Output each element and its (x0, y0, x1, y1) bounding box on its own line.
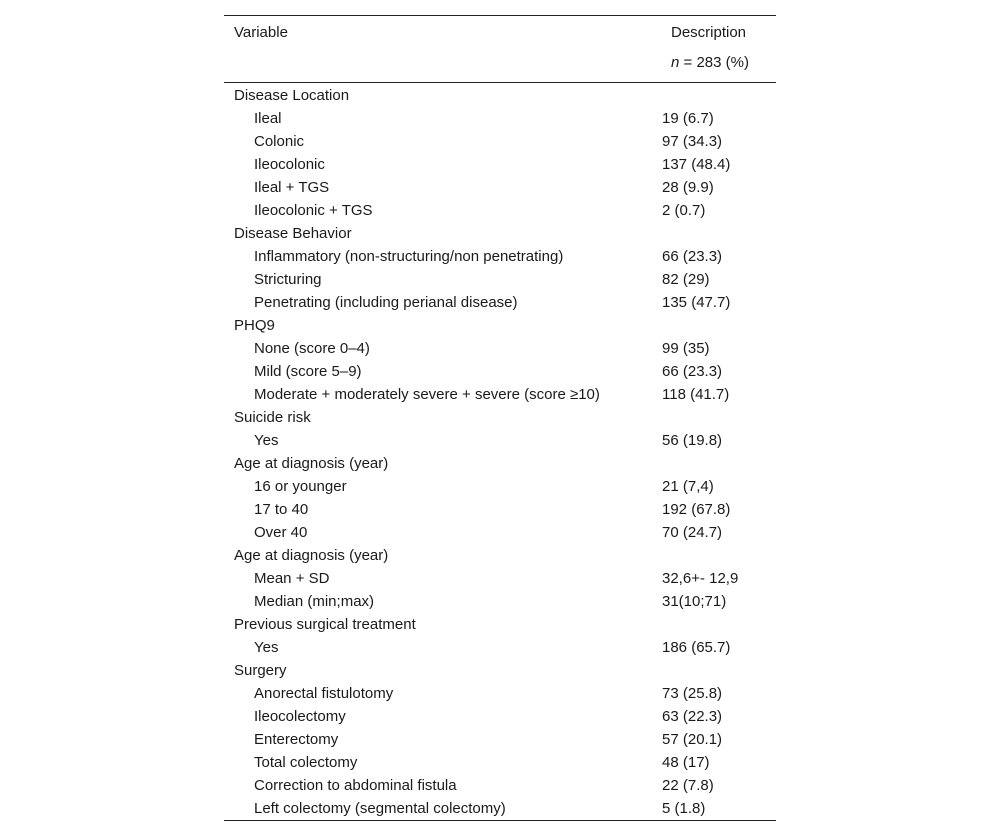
row-label: Total colectomy (254, 754, 358, 771)
row-label: Anorectal fistulotomy (254, 685, 394, 702)
group-value-empty (662, 406, 776, 429)
row-label: Yes (254, 432, 279, 449)
table-row (224, 636, 776, 659)
row-value: 2 (0.7) (662, 202, 706, 219)
table-row (224, 337, 776, 360)
row-label: Enterectomy (254, 731, 339, 748)
group-label: Surgery (234, 662, 287, 679)
row-value: 73 (25.8) (662, 685, 723, 702)
row-value: 19 (6.7) (662, 110, 714, 127)
group-label: Previous surgical treatment (234, 616, 416, 633)
table-row (224, 590, 776, 613)
row-value: 31(10;71) (662, 593, 727, 610)
row-label: Ileocolonic (254, 156, 325, 173)
row-label: Mild (score 5–9) (254, 363, 362, 380)
sample-size-header (662, 47, 776, 83)
group-value-empty (662, 544, 776, 567)
header-spacer (224, 47, 662, 83)
group-row (224, 659, 776, 682)
group-label: Suicide risk (234, 409, 311, 426)
row-value: 137 (48.4) (662, 156, 731, 173)
group-value-empty (662, 83, 776, 108)
row-label: 16 or younger (254, 478, 347, 495)
row-value: 48 (17) (662, 754, 710, 771)
row-label: Stricturing (254, 271, 322, 288)
group-value-empty (662, 659, 776, 682)
row-label: None (score 0–4) (254, 340, 370, 357)
table-row (224, 199, 776, 222)
table-row (224, 774, 776, 797)
row-value: 70 (24.7) (662, 524, 723, 541)
row-value: 63 (22.3) (662, 708, 723, 725)
table-row (224, 130, 776, 153)
row-value: 97 (34.3) (662, 133, 723, 150)
row-label: Mean + SD (254, 570, 330, 587)
group-row (224, 613, 776, 636)
group-label: PHQ9 (234, 317, 275, 334)
row-label: Moderate + moderately severe + severe (score ≥10) (254, 386, 600, 403)
table-row (224, 705, 776, 728)
row-value: 118 (41.7) (662, 386, 730, 403)
row-value: 56 (19.8) (662, 432, 723, 449)
row-value: 192 (67.8) (662, 501, 731, 518)
row-label: Ileocolonic + TGS (254, 202, 373, 219)
description-column-header (662, 16, 776, 48)
variable-column-header: Variable (224, 16, 662, 48)
row-label: Inflammatory (non-structuring/non penetrating) (254, 248, 564, 265)
table-row (224, 176, 776, 199)
sample-size-text (662, 54, 776, 71)
table-row (224, 360, 776, 383)
table-row (224, 475, 776, 498)
row-value: 186 (65.7) (662, 639, 731, 656)
table-row (224, 107, 776, 130)
table-body (224, 83, 776, 821)
row-label: Over 40 (254, 524, 308, 541)
table-row (224, 383, 776, 406)
row-label: Penetrating (including perianal disease) (254, 294, 518, 311)
table-header (224, 16, 776, 83)
group-value-empty (662, 613, 776, 636)
row-label: Left colectomy (segmental colectomy) (224, 797, 662, 821)
row-label: Median (min;max) (254, 593, 375, 610)
group-row (224, 222, 776, 245)
table-row (224, 498, 776, 521)
group-value-empty (662, 222, 776, 245)
header-row-top (224, 16, 776, 48)
table-row (224, 268, 776, 291)
patient-characteristics-table (224, 15, 776, 821)
row-value: 66 (23.3) (662, 248, 723, 265)
data-table-container (224, 15, 776, 821)
row-value: 135 (47.7) (662, 294, 731, 311)
description-header-text: Description (671, 24, 747, 41)
group-row (224, 406, 776, 429)
group-row (224, 452, 776, 475)
table-row (224, 797, 776, 821)
group-row (224, 544, 776, 567)
n-value: = 283 (%) (679, 54, 749, 71)
group-value-empty (662, 314, 776, 337)
table-row (224, 682, 776, 705)
row-label: Colonic (254, 133, 305, 150)
group-label: Disease Behavior (234, 225, 352, 242)
table-row (224, 245, 776, 268)
row-value: 99 (35) (662, 340, 710, 357)
table-row (224, 429, 776, 452)
row-value: 32,6+- 12,9 (662, 570, 739, 587)
row-label: Ileocolectomy (254, 708, 346, 725)
table-row (224, 153, 776, 176)
row-label: Ileal (254, 110, 282, 127)
table-row (224, 567, 776, 590)
table-row (224, 751, 776, 774)
group-row (224, 83, 776, 108)
row-label: 17 to 40 (254, 501, 309, 518)
row-value: 5 (1.8) (662, 797, 776, 821)
row-value: 57 (20.1) (662, 731, 723, 748)
header-row-bottom (224, 47, 776, 83)
group-value-empty (662, 452, 776, 475)
row-label: Correction to abdominal fistula (254, 777, 457, 794)
group-label: Disease Location (234, 87, 350, 104)
row-value: 82 (29) (662, 271, 710, 288)
row-value: 21 (7,4) (662, 478, 714, 495)
row-value: 66 (23.3) (662, 363, 723, 380)
group-label: Age at diagnosis (year) (234, 547, 389, 564)
table-row (224, 291, 776, 314)
group-label: Age at diagnosis (year) (234, 455, 389, 472)
group-row (224, 314, 776, 337)
row-value: 22 (7.8) (662, 777, 714, 794)
row-label: Yes (254, 639, 279, 656)
row-label: Ileal + TGS (254, 179, 330, 196)
table-row (224, 521, 776, 544)
row-value: 28 (9.9) (662, 179, 714, 196)
table-row (224, 728, 776, 751)
n-symbol: n (671, 54, 680, 71)
